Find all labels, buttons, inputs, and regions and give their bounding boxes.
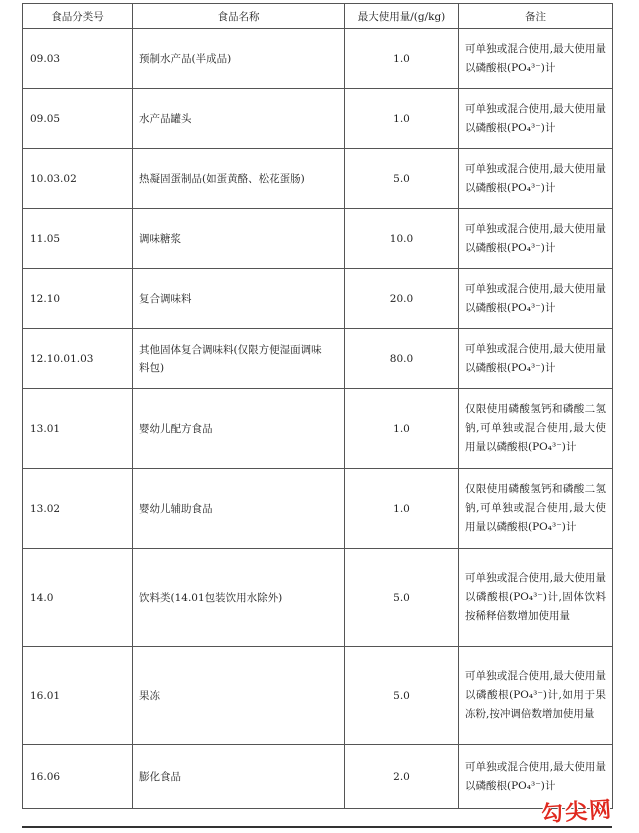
max-usage: 5.0: [345, 647, 459, 745]
food-name: 热凝固蛋制品(如蛋黄酪、松花蛋肠): [133, 149, 345, 209]
max-usage: 1.0: [345, 469, 459, 549]
table-row: [23, 209, 613, 269]
category-code: 10.03.02: [23, 149, 133, 209]
food-name: 膨化食品: [133, 745, 345, 809]
table-row: [23, 149, 613, 209]
food-name: 复合调味料: [133, 269, 345, 329]
header-max-usage: 最大使用量/(g/kg): [345, 4, 459, 29]
remark: 可单独或混合使用,最大使用量以磷酸根(PO₄³⁻)计: [459, 89, 613, 149]
category-code: 16.06: [23, 745, 133, 809]
food-name: 婴幼儿配方食品: [133, 389, 345, 469]
category-code: 14.0: [23, 549, 133, 647]
food-name: 果冻: [133, 647, 345, 745]
table-row: [23, 549, 613, 647]
max-usage: 1.0: [345, 89, 459, 149]
category-code: 13.02: [23, 469, 133, 549]
category-code: 09.05: [23, 89, 133, 149]
table-row: [23, 469, 613, 549]
watermark-logo: 勾尖网: [540, 797, 614, 828]
category-code: 09.03: [23, 29, 133, 89]
food-name: 饮料类(14.01包装饮用水除外): [133, 549, 345, 647]
table-row: [23, 269, 613, 329]
food-name: 调味糖浆: [133, 209, 345, 269]
page-bottom-rule: [22, 826, 612, 828]
category-code: 12.10.01.03: [23, 329, 133, 389]
table-row: [23, 389, 613, 469]
remark: 可单独或混合使用,最大使用量以磷酸根(PO₄³⁻)计: [459, 209, 613, 269]
remark: 可单独或混合使用,最大使用量以磷酸根(PO₄³⁻)计: [459, 329, 613, 389]
max-usage: 20.0: [345, 269, 459, 329]
table-row: [23, 329, 613, 389]
table-row: [23, 89, 613, 149]
food-name: 预制水产品(半成品): [133, 29, 345, 89]
remark: 可单独或混合使用,最大使用量以磷酸根(PO₄³⁻)计,如用于果冻粉,按冲调倍数增加使用量: [459, 647, 613, 745]
remark: 可单独或混合使用,最大使用量以磷酸根(PO₄³⁻)计: [459, 29, 613, 89]
max-usage: 5.0: [345, 149, 459, 209]
category-code: 16.01: [23, 647, 133, 745]
table-row: [23, 647, 613, 745]
food-name: 其他固体复合调味料(仅限方便湿面调味料包): [133, 329, 345, 389]
food-name: 婴幼儿辅助食品: [133, 469, 345, 549]
category-code: 11.05: [23, 209, 133, 269]
max-usage: 1.0: [345, 29, 459, 89]
food-name: 水产品罐头: [133, 89, 345, 149]
category-code: 13.01: [23, 389, 133, 469]
remark: 仅限使用磷酸氢钙和磷酸二氢钠,可单独或混合使用,最大使用量以磷酸根(PO₄³⁻)计: [459, 389, 613, 469]
category-code: 12.10: [23, 269, 133, 329]
max-usage: 80.0: [345, 329, 459, 389]
table-row: [23, 29, 613, 89]
remark: 可单独或混合使用,最大使用量以磷酸根(PO₄³⁻)计: [459, 745, 613, 809]
max-usage: 5.0: [345, 549, 459, 647]
header-category-code: 食品分类号: [23, 4, 133, 29]
max-usage: 10.0: [345, 209, 459, 269]
additive-usage-table: [22, 3, 613, 809]
header-food-name: 食品名称: [133, 4, 345, 29]
max-usage: 2.0: [345, 745, 459, 809]
table-row: [23, 745, 613, 809]
remark: 仅限使用磷酸氢钙和磷酸二氢钠,可单独或混合使用,最大使用量以磷酸根(PO₄³⁻)计: [459, 469, 613, 549]
remark: 可单独或混合使用,最大使用量以磷酸根(PO₄³⁻)计,固体饮料按稀释倍数增加使用量: [459, 549, 613, 647]
max-usage: 1.0: [345, 389, 459, 469]
table-header-row: [23, 4, 613, 29]
remark: 可单独或混合使用,最大使用量以磷酸根(PO₄³⁻)计: [459, 269, 613, 329]
remark: 可单独或混合使用,最大使用量以磷酸根(PO₄³⁻)计: [459, 149, 613, 209]
header-remarks: 备注: [459, 4, 613, 29]
